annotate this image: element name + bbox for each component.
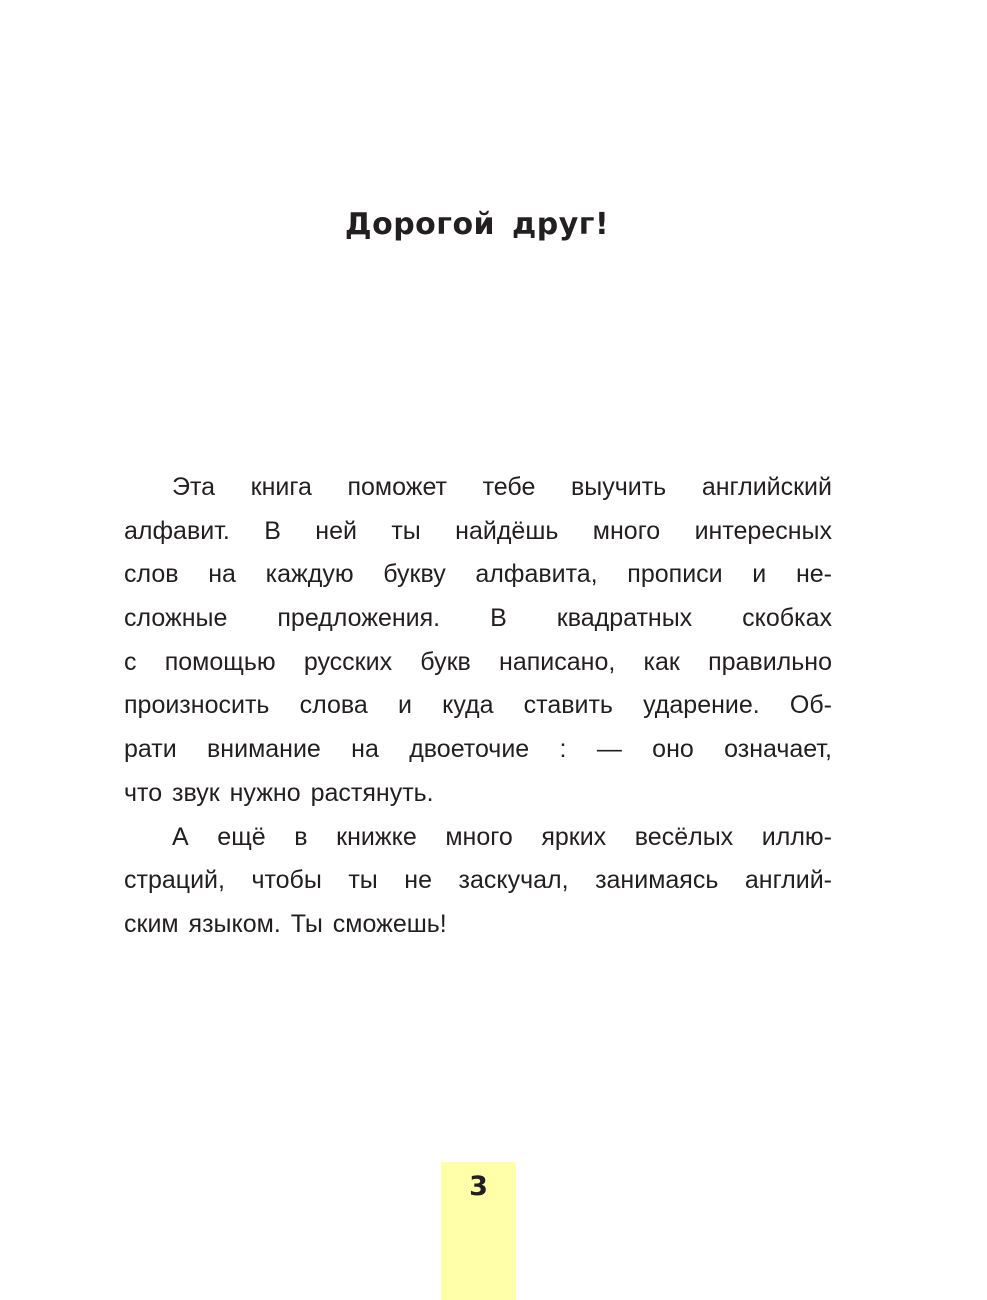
page-number: 3 <box>469 1171 488 1202</box>
text-line: сложные предложения. В квадратных скобках <box>124 604 832 633</box>
text-line: Эта книга поможет тебе выучить английский <box>172 473 832 501</box>
body-text <box>124 466 832 947</box>
text-line: с помощью русских букв написано, как правильно <box>124 647 832 676</box>
text-line: произносить слова и куда ставить ударение. Об- <box>124 691 832 720</box>
text-line: ским языком. Ты сможешь! <box>124 909 447 938</box>
text-line: А ещё в книжке много ярких весёлых иллю- <box>172 822 832 851</box>
page-title: Дорогой друг! <box>344 207 610 242</box>
paragraph-1 <box>124 466 832 816</box>
paragraph-2 <box>124 816 832 947</box>
page-number-tab <box>441 1162 516 1300</box>
text-line: что звук нужно растянуть. <box>124 778 434 807</box>
text-line: алфавит. В ней ты найдёшь много интересных <box>124 516 832 545</box>
text-line: страций, чтобы ты не заскучал, занимаясь англий- <box>124 866 832 895</box>
text-line: слов на каждую букву алфавита, прописи и не- <box>124 560 832 589</box>
text-line: рати внимание на двоеточие : — оно означает, <box>124 735 832 764</box>
